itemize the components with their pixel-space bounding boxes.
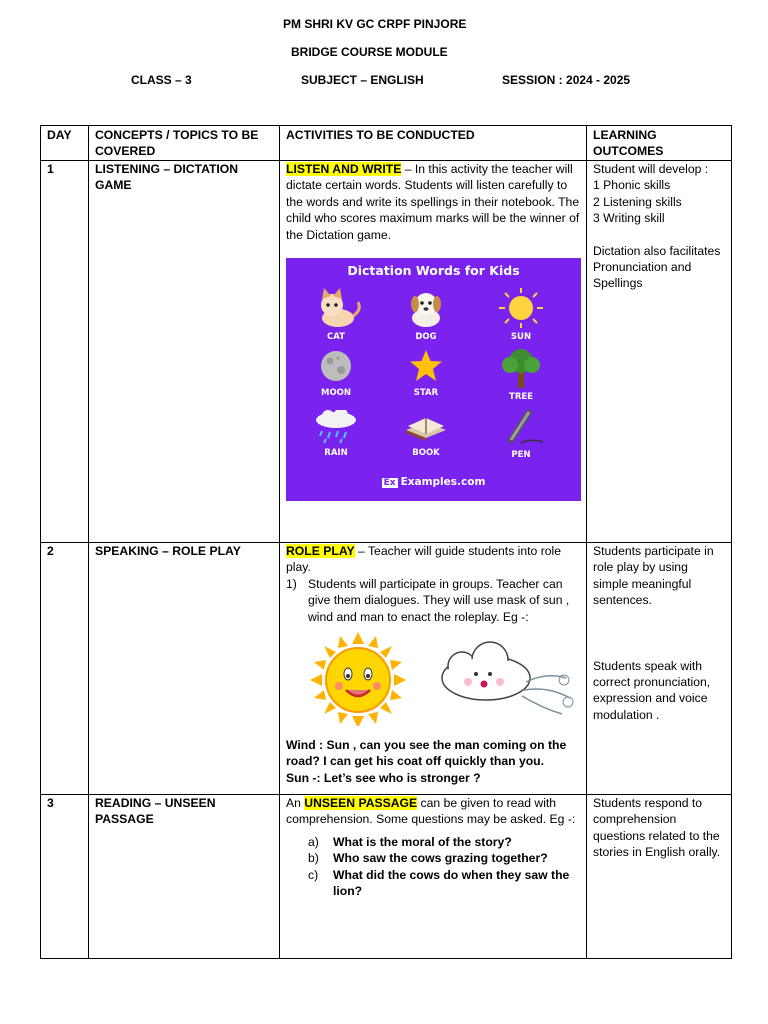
word-label: DOG <box>415 332 437 343</box>
poster-title: Dictation Words for Kids <box>347 263 520 279</box>
header-day: DAY <box>41 126 89 161</box>
outcome-text: Students participate in role play by using simple meaningful sentences. <box>593 544 714 608</box>
word-book <box>381 410 471 461</box>
topic-cell: LISTENING – DICTATION GAME <box>89 161 280 543</box>
table-row <box>41 543 732 795</box>
outcomes-cell <box>587 161 732 543</box>
outcome-intro: Student will develop : <box>593 162 709 176</box>
bridge-course-table <box>40 125 732 959</box>
activity-description <box>286 543 580 576</box>
day-cell: 2 <box>41 543 89 795</box>
subject-label: SUBJECT – ENGLISH <box>301 73 424 87</box>
word-label: TREE <box>509 392 533 403</box>
pen-icon <box>491 410 551 446</box>
class-label: CLASS – 3 <box>131 73 192 87</box>
list-marker: a) <box>308 834 319 849</box>
word-moon <box>291 348 381 401</box>
table-header-row <box>41 126 732 161</box>
word-rain <box>291 410 381 461</box>
word-star <box>381 348 471 401</box>
list-item <box>286 867 580 900</box>
activity-description <box>286 795 580 828</box>
dialogue-line: Wind : Sun , can you see the man coming on the road? I can get his coat off quickly than you. <box>286 738 567 769</box>
word-dog <box>381 288 471 345</box>
dictation-words-poster <box>286 258 581 501</box>
list-item <box>286 834 580 850</box>
word-cat <box>291 288 381 345</box>
outcome-skill: 1 Phonic skills <box>593 178 671 193</box>
word-label: BOOK <box>412 448 440 459</box>
outcome-skill: 2 Listening skills <box>593 194 682 209</box>
moon-icon <box>306 348 366 384</box>
word-pen <box>476 410 566 463</box>
brand-text: Examples.com <box>400 475 486 488</box>
activity-text: – In this activity the teacher will dictate certain words. Students will listen carefully to the words and write its spellings in their notebook. The child who scores maximum marks will be the winner of the Dictation game. <box>286 162 580 242</box>
session-label: SESSION : 2024 - 2025 <box>502 73 631 87</box>
tree-icon <box>491 348 551 388</box>
topic-cell: READING – UNSEEN PASSAGE <box>89 795 280 959</box>
header-outcomes: LEARNING OUTCOMES <box>587 126 732 161</box>
topic-cell: SPEAKING – ROLE PLAY <box>89 543 280 795</box>
day-cell: 1 <box>41 161 89 543</box>
word-tree <box>476 348 566 405</box>
star-icon <box>396 348 456 384</box>
list-item <box>286 850 580 866</box>
activity-text: – Teacher will guide students into role play. <box>286 544 562 575</box>
table-row <box>41 161 732 543</box>
list-marker: b) <box>308 851 319 866</box>
cat-icon <box>306 288 366 328</box>
header-concepts: CONCEPTS / TOPICS TO BE COVERED <box>89 126 280 161</box>
activity-cell <box>280 543 587 795</box>
roleplay-illustration <box>286 632 580 726</box>
word-sun <box>476 288 566 345</box>
activity-cell <box>280 795 587 959</box>
book-icon <box>396 410 456 444</box>
word-label: PEN <box>511 450 531 461</box>
outcomes-cell <box>587 543 732 795</box>
question-list <box>286 834 580 900</box>
activity-cell <box>280 161 587 543</box>
dog-icon <box>396 288 456 328</box>
sun-and-wind-icon <box>286 632 581 726</box>
outcomes-cell: Students respond to comprehension questions related to the stories in English orally. <box>587 795 732 959</box>
activity-text: can be given to read with comprehension. Some questions may be asked. Eg -: <box>286 796 576 827</box>
activity-prefix: An <box>286 796 305 810</box>
school-name: PM SHRI KV GC CRPF PINJORE <box>283 17 467 31</box>
dialogue-line: Sun -: Let’s see who is stronger ? <box>286 770 481 785</box>
question-text: What is the moral of the story? <box>333 834 512 849</box>
activity-highlight: LISTEN AND WRITE <box>286 162 402 176</box>
rain-icon <box>306 410 366 444</box>
list-item <box>286 576 580 625</box>
list-item-text: Students will participate in groups. Teacher can give them dialogues. They will use mask of sun , wind and man to enact the roleplay. Eg -: <box>308 576 570 624</box>
word-label: RAIN <box>324 448 348 459</box>
activity-list <box>286 576 580 625</box>
word-label: MOON <box>320 388 352 399</box>
question-text: What did the cows do when they saw the lion? <box>333 867 570 899</box>
table-row <box>41 795 732 959</box>
word-label: STAR <box>413 388 439 399</box>
activity-description <box>286 161 580 243</box>
list-marker: 1) <box>286 576 297 591</box>
outcome-note: Dictation also facilitates Pronunciation and Spellings <box>593 243 721 291</box>
day-cell: 3 <box>41 795 89 959</box>
word-label: CAT <box>327 332 345 343</box>
outcome-skill: 3 Writing skill <box>593 211 665 226</box>
list-marker: c) <box>308 867 319 882</box>
word-label: SUN <box>510 332 532 343</box>
module-title: BRIDGE COURSE MODULE <box>291 45 448 59</box>
activity-highlight: ROLE PLAY <box>286 544 355 558</box>
brand-logo: Ex <box>383 477 396 488</box>
header-activities: ACTIVITIES TO BE CONDUCTED <box>280 126 587 161</box>
outcome-text: Students speak with correct pronunciation, expression and voice modulation . <box>593 658 711 722</box>
question-text: Who saw the cows grazing together? <box>333 851 548 866</box>
activity-highlight: UNSEEN PASSAGE <box>304 796 418 810</box>
poster-brand <box>286 474 581 491</box>
sun-icon <box>491 288 551 328</box>
